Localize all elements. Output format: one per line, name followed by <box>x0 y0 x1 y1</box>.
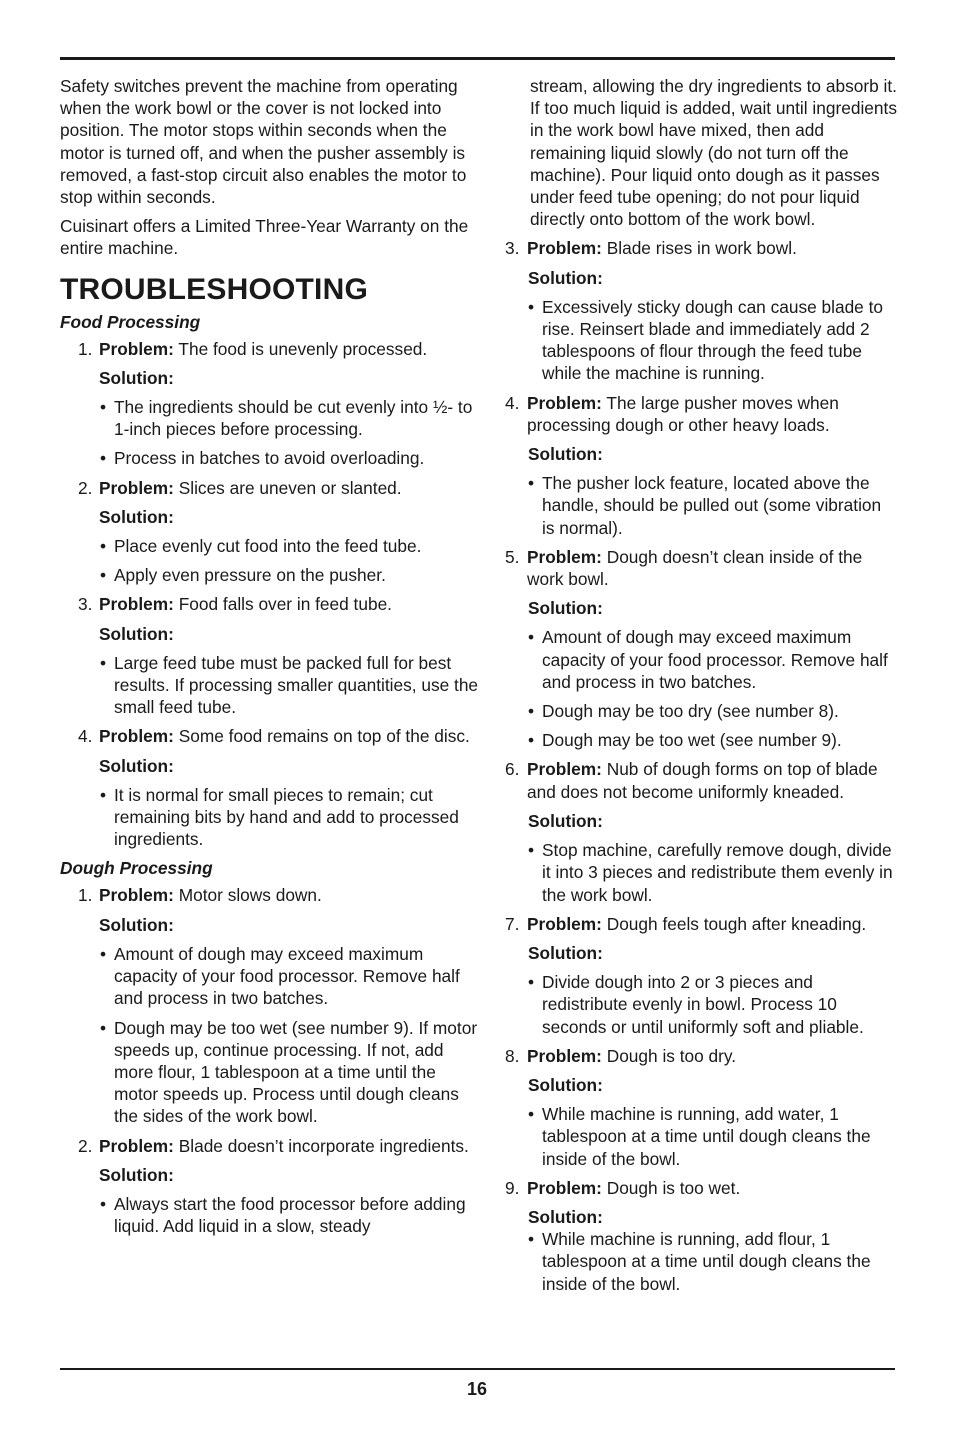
dough-problem-9: 9. Problem: Dough is too wet. <box>505 1177 741 1198</box>
problem-label: Problem: <box>527 759 602 780</box>
solution-bullet: • Amount of dough may exceed maximum capacity of your food processor. Remove half and process in two batches. <box>528 627 888 692</box>
dough-problem-8: 8. Problem: Dough is too dry. <box>505 1045 737 1066</box>
problem-text: Slices are uneven or slanted. <box>178 477 402 498</box>
dough-problem-3: 3. Problem: Blade rises in work bowl. <box>505 238 797 259</box>
dough-problem-1: 1. Problem: Motor slows down. <box>78 885 322 906</box>
food-processing-subheading: Food Processing <box>60 311 201 332</box>
problem-label: Problem: <box>527 392 602 413</box>
solution-bullet: • Dough may be too dry (see number 8). <box>528 701 839 722</box>
dough-processing-subheading: Dough Processing <box>60 858 213 879</box>
solution-bullet: • Divide dough into 2 or 3 pieces and redistribute evenly in bowl. Process 10 seconds or until uniformly soft and pliable. <box>528 972 864 1037</box>
bullet-icon: • <box>100 448 107 469</box>
solution-bullet: • The pusher lock feature, located above the handle, should be pulled out (some vibration is normal). <box>528 473 882 538</box>
problem-text: Food falls over in feed tube. <box>178 594 392 615</box>
problem-text: The food is unevenly processed. <box>178 338 428 359</box>
right-column <box>503 75 898 1302</box>
problem-label: Problem: <box>527 913 602 934</box>
troubleshooting-heading: TROUBLESHOOTING <box>60 272 368 306</box>
problem-text: The large pusher moves when processing dough or other heavy loads. <box>527 392 839 435</box>
solution-label: Solution: <box>528 444 603 465</box>
solution-label: Solution: <box>528 267 603 288</box>
bullet-continuation: stream, allowing the dry ingredients to absorb it. If too much liquid is added, wait until ingredients in the work bowl have mixed, then add remaining liquid slowly (do not turn off the machine). Pour liquid onto dough as it passes under feed tube opening; do not pour liquid directly onto bottom of the work bowl. <box>530 76 897 230</box>
solution-bullet: • While machine is running, add water, 1 tablespoon at a time until dough cleans the inside of the bowl. <box>528 1104 871 1169</box>
bullet-icon: • <box>528 473 535 494</box>
bullet-icon: • <box>528 730 535 751</box>
solution-label: Solution: <box>99 367 174 388</box>
bullet-icon: • <box>528 840 535 861</box>
solution-label: Solution: <box>528 1074 603 1095</box>
solution-bullet: • Always start the food processor before adding liquid. Add liquid in a slow, steady <box>100 1193 466 1237</box>
bullet-icon: • <box>528 627 535 648</box>
bullet-icon: • <box>100 1193 107 1214</box>
bullet-icon: • <box>100 652 107 673</box>
bullet-icon: • <box>100 784 107 805</box>
solution-label: Solution: <box>99 506 174 527</box>
problem-label: Problem: <box>527 546 602 567</box>
problem-label: Problem: <box>527 1045 602 1066</box>
bullet-icon: • <box>528 1104 535 1125</box>
solution-label: Solution: <box>528 810 603 831</box>
solution-label: Solution: <box>99 623 174 644</box>
problem-text: Motor slows down. <box>178 885 322 906</box>
bullet-icon: • <box>100 397 107 418</box>
solution-bullet: • Stop machine, carefully remove dough, divide it into 3 pieces and redistribute them evenly in the work bowl. <box>528 840 893 905</box>
solution-label: Solution: <box>528 942 603 963</box>
problem-label: Problem: <box>99 338 174 359</box>
problem-label: Problem: <box>527 1177 602 1198</box>
problem-text: Blade doesn’t incorporate ingredients. <box>178 1135 469 1156</box>
problem-label: Problem: <box>99 726 174 747</box>
bullet-icon: • <box>100 536 107 557</box>
dough-problem-4: 4. Problem: The large pusher moves when processing dough or other heavy loads. <box>505 392 839 435</box>
solution-bullet: • Dough may be too wet (see number 9). <box>528 730 842 751</box>
dough-problem-7: 7. Problem: Dough feels tough after kneading. <box>505 913 867 934</box>
bottom-rule <box>60 1368 895 1370</box>
solution-bullet: • It is normal for small pieces to remain; cut remaining bits by hand and add to processed ingredients. <box>100 784 459 850</box>
solution-bullet: • The ingredients should be cut evenly into ½- to 1-inch pieces before processing. <box>100 397 473 440</box>
problem-label: Problem: <box>99 1135 174 1156</box>
problem-text: Nub of dough forms on top of blade and does not become uniformly kneaded. <box>527 759 878 802</box>
solution-bullet: • Apply even pressure on the pusher. <box>100 565 386 586</box>
left-column <box>60 75 480 1244</box>
bullet-icon: • <box>100 1017 107 1038</box>
solution-label: Solution: <box>99 755 174 776</box>
bullet-icon: • <box>528 972 535 993</box>
solution-label: Solution: <box>99 1164 174 1185</box>
solution-bullet: • Amount of dough may exceed maximum capacity of your food processor. Remove half and process in two batches. <box>100 943 460 1009</box>
problem-text: Some food remains on top of the disc. <box>178 726 470 747</box>
solution-label: Solution: <box>99 914 174 935</box>
food-problem-3: 3. Problem: Food falls over in feed tube. <box>78 594 392 615</box>
solution-bullet: • Large feed tube must be packed full for best results. If processing smaller quantities, use the small feed tube. <box>100 652 479 718</box>
bullet-icon: • <box>528 1229 535 1250</box>
problem-label: Problem: <box>99 885 174 906</box>
problem-text: Dough feels tough after kneading. <box>606 913 867 934</box>
dough-problem-2: 2. Problem: Blade doesn’t incorporate ingredients. <box>78 1135 469 1156</box>
problem-text: Dough doesn’t clean inside of the work bowl. <box>527 546 863 590</box>
dough-problem-5: 5. Problem: Dough doesn’t clean inside of the work bowl. <box>505 546 863 590</box>
food-problem-2: 2. Problem: Slices are uneven or slanted. <box>78 477 402 498</box>
warranty-paragraph: Cuisinart offers a Limited Three-Year Warranty on the entire machine. <box>60 216 469 259</box>
solution-bullet: • Dough may be too wet (see number 9). If motor speeds up, continue processing. If not, add more flour, 1 tablespoon at a time until the motor speeds up. Process until dough cleans the sides of the work bowl. <box>100 1017 478 1127</box>
bullet-icon: • <box>100 943 107 964</box>
solution-bullet: • Process in batches to avoid overloading. <box>100 448 425 469</box>
safety-paragraph: Safety switches prevent the machine from operating when the work bowl or the cover is not locked into position. The motor stops within seconds when the motor is turned off, and when the pusher assembly is removed, a fast-stop circuit also enables the motor to stop within seconds. <box>60 76 467 208</box>
food-problem-4: 4. Problem: Some food remains on top of the disc. <box>78 726 470 747</box>
solution-label: Solution: <box>528 598 603 619</box>
problem-label: Problem: <box>99 594 174 615</box>
problem-label: Problem: <box>527 238 602 259</box>
bullet-icon: • <box>528 296 535 317</box>
bullet-icon: • <box>528 701 535 722</box>
solution-bullet: • Excessively sticky dough can cause blade to rise. Reinsert blade and immediately add 2 tablespoons of flour through the feed tube while the machine is running. <box>528 296 884 384</box>
solution-bullet: • Place evenly cut food into the feed tube. <box>100 536 422 557</box>
problem-text: Dough is too wet. <box>606 1177 741 1198</box>
bullet-icon: • <box>100 565 107 586</box>
page-number: 16 <box>466 1379 488 1399</box>
food-problem-1: 1. Problem: The food is unevenly processed. <box>78 338 428 359</box>
solution-bullet: • While machine is running, add flour, 1 tablespoon at a time until dough cleans the inside of the bowl. <box>528 1229 871 1294</box>
top-rule <box>60 57 895 60</box>
problem-label: Problem: <box>99 477 174 498</box>
dough-problem-6: 6. Problem: Nub of dough forms on top of blade and does not become uniformly kneaded. <box>505 759 878 802</box>
problem-text: Blade rises in work bowl. <box>606 238 797 259</box>
solution-label: Solution: <box>528 1206 603 1227</box>
problem-text: Dough is too dry. <box>606 1045 737 1066</box>
